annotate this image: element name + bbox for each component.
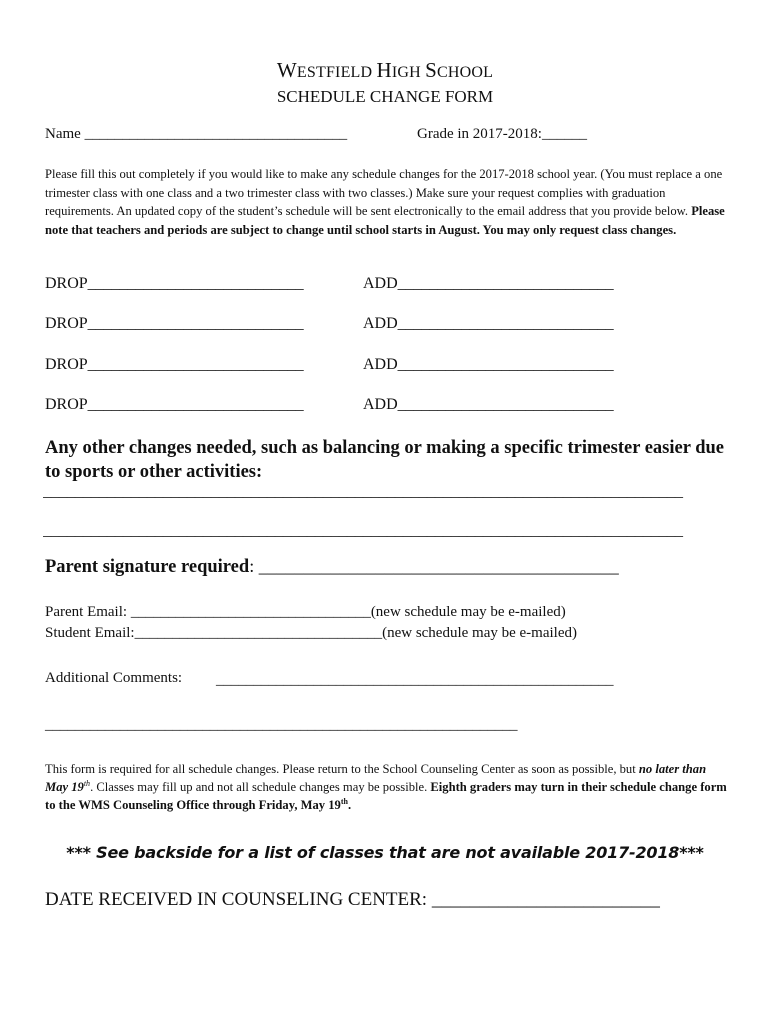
comments-line-2[interactable]: _______________________________________________________________ (45, 717, 518, 733)
parent-signature-label: Parent signature required (45, 557, 250, 577)
student-email-field[interactable] (45, 625, 577, 642)
name-label: Name (45, 126, 81, 142)
date-received-blank[interactable]: ________________________ (427, 889, 660, 910)
grade-blank[interactable]: ______ (541, 126, 587, 142)
eighth-grade-note: Eighth graders may turn in their schedule change form to the WMS Counseling Office through Friday, May 19th. (45, 780, 727, 812)
parent-email-label: Parent Email: (45, 604, 131, 620)
instructions-bold-note: Please note that teachers and periods are subject to change until school starts in August. You may only request class changes. (45, 204, 725, 237)
drop-field-2[interactable]: DROP___________________________ (45, 315, 304, 332)
add-field-4[interactable]: ADD___________________________ (363, 396, 614, 413)
form-title: SCHEDULE CHANGE FORM (276, 87, 494, 106)
comments-line-1[interactable]: _____________________________________________________ (216, 672, 614, 688)
date-received-label: DATE RECEIVED IN COUNSELING CENTER: (45, 889, 428, 910)
drop-field-3[interactable]: DROP___________________________ (45, 356, 304, 373)
school-name: WESTFIELD HIGH SCHOOL (276, 58, 494, 82)
student-email-label: Student Email: (45, 625, 135, 641)
deadline-text: no later than May 19 (45, 762, 707, 794)
add-field-1[interactable]: ADD___________________________ (363, 275, 614, 292)
student-email-note: (new schedule may be e-mailed) (382, 625, 577, 641)
name-blank[interactable]: ___________________________________ (84, 126, 348, 142)
add-field-3[interactable]: ADD___________________________ (363, 356, 614, 373)
add-field-2[interactable]: ADD___________________________ (363, 315, 614, 332)
parent-signature-field[interactable]: Parent signature required: ________________________________________ (45, 556, 619, 577)
student-email-blank[interactable]: _________________________________ (134, 625, 383, 641)
other-changes-line-2[interactable]: ________________________________________________________________________________ (43, 522, 683, 539)
drop-field-1[interactable]: DROP___________________________ (45, 275, 304, 292)
comments-label: Additional Comments: (45, 670, 183, 686)
parent-signature-blank[interactable]: ________________________________________ (254, 556, 619, 576)
grade-field[interactable] (417, 126, 587, 143)
parent-email-field[interactable] (45, 604, 566, 621)
name-field[interactable] (45, 126, 347, 143)
grade-label: Grade in 2017-2018: (417, 126, 542, 142)
instructions-paragraph: Please fill this out completely if you would like to make any schedule changes for the 2017-2018 school year. (You must replace a one trimester class with one class and a two trimester class with two classes.) Make sure your request complies with graduation requirements. An updated copy of the student’s schedule will be sent electronically to the email address that you provide below. Please note that teachers and periods are subject to change until school starts in August. You may only request class changes. (45, 167, 725, 237)
date-received-field (45, 889, 660, 911)
parent-email-note: (new schedule may be e-mailed) (370, 604, 566, 620)
parent-email-blank[interactable]: ________________________________ (130, 604, 371, 620)
other-changes-heading: Any other changes needed, such as balancing or making a specific trimester easier due to sports or other activities: (45, 438, 725, 482)
backside-note: *** See backside for a list of classes that are not available 2017-2018*** (66, 843, 704, 862)
other-changes-line-1[interactable]: ________________________________________________________________________________ (43, 483, 683, 500)
submission-instructions: This form is required for all schedule changes. Please return to the School Counseling Center as soon as possible, but no later than May 19th. Classes may fill up and not all schedule changes may be possible. Eighth graders may turn in their schedule change form to the WMS Counseling Office through Friday, May 19th. (45, 762, 727, 812)
drop-field-4[interactable]: DROP___________________________ (45, 396, 304, 413)
